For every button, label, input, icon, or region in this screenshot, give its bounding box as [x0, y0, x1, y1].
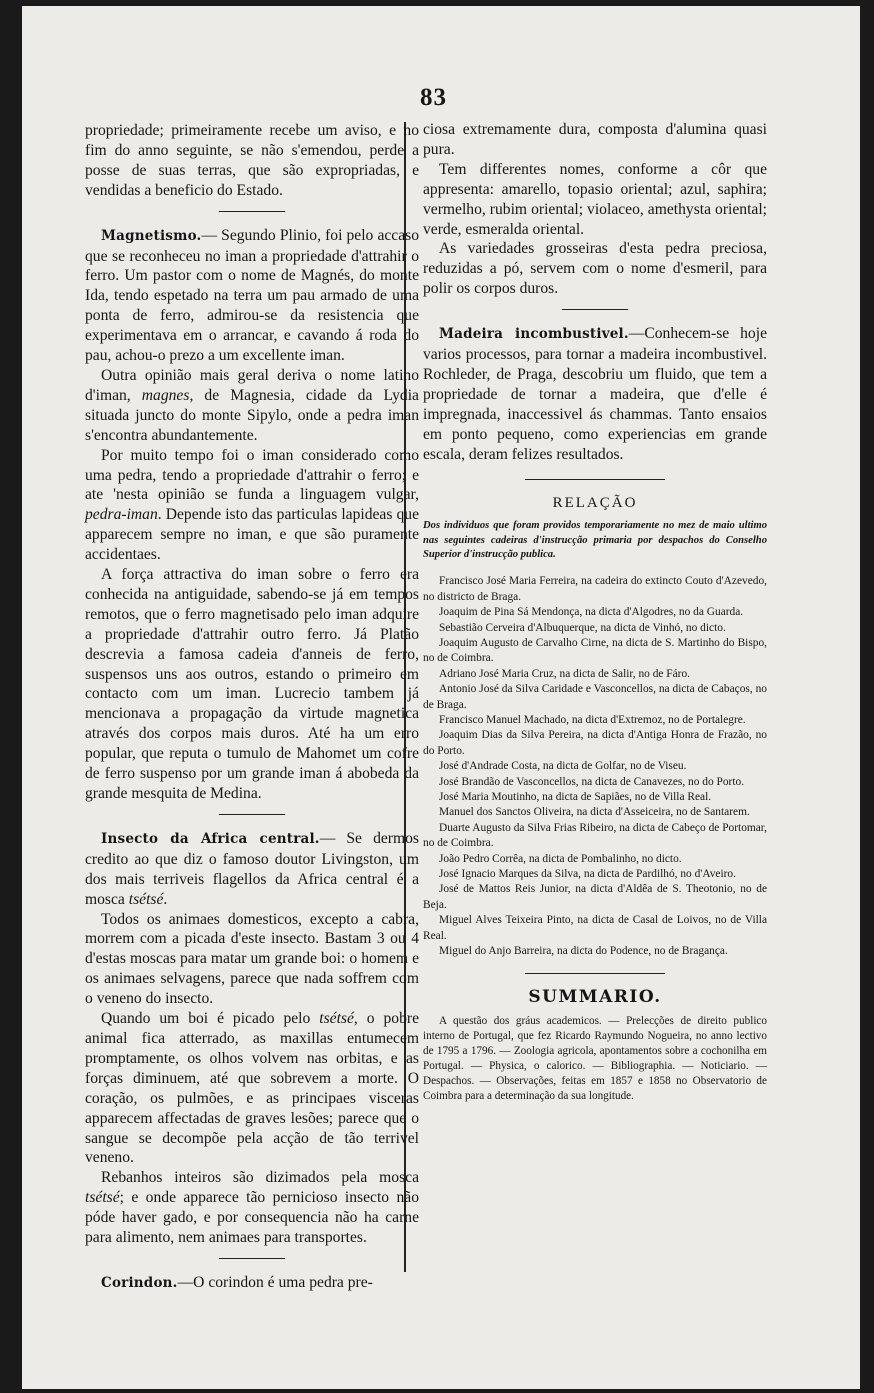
text-run: — Se dermos credito ao que diz o famoso doutor Livingston, um dos mais terriveis flagellos da Africa central é a mosca: [85, 829, 419, 908]
list-item: João Pedro Corrêa, na dicta de Pombalinho, no dicto.: [439, 852, 682, 865]
text-run: Rebanhos inteiros são dizimados pela mosca: [101, 1169, 419, 1187]
section-rule: [525, 973, 665, 974]
article-heading: Madeira incombustivel.: [439, 326, 629, 343]
text-run: ; e onde apparece tão pernicioso insecto não póde haver gado, e por consequencia não ha carne para alimento, nem animaes para transportes.: [85, 1189, 419, 1247]
paragraph: [85, 1168, 419, 1248]
list-item: José Maria Moutinho, na dicta de Sapiães, no de Villa Real.: [439, 790, 712, 803]
left-column: [85, 121, 419, 1294]
article-madeira: [423, 324, 767, 464]
list-item: Joaquim Dias da Silva Pereira, na dicta d'Antiga Honra de Frazão, no do Porto.: [423, 729, 767, 757]
list-item: Joaquim de Pina Sá Mendonça, na dicta d'Algodres, no da Guarda.: [439, 606, 744, 619]
section-rule: [525, 479, 665, 480]
list-item: Sebastião Cerveira d'Albuquerque, na dicta de Vinhó, no dicto.: [439, 621, 726, 634]
article-text: — Segundo Plinio, foi pelo accaso que se reconheceu no iman a propriedade d'attrahir o ferro. Um pastor com o nome de Magnés, do monte Ida, tendo espetado na terra um pau armado de uma ponta de ferro, admirou-se da resistencia que experimentava em o arrancar, e cavando á roda do pau, achou-o prezo a um excellente iman.: [85, 226, 419, 365]
paragraph: [85, 366, 419, 446]
list-item: José Brandão de Vasconcellos, na dicta de Canavezes, no do Porto.: [439, 775, 745, 788]
page-number: 83: [420, 84, 447, 111]
article-insecto: [85, 829, 419, 910]
list-item: Manuel dos Sanctos Oliveira, na dicta d'Asseiceira, no de Santarem.: [439, 806, 750, 819]
italic-term: tsétsé: [319, 1010, 354, 1028]
summary-text: A questão dos gráus academicos. — Prelecções de direito publico interno de Portugal, que fez Ricardo Raymundo Nogueira, no anno lectivo de 1795 a 1796. — Zoologia agricola, apontamentos sobre a cochonilha em Portugal. — Physica, o calorico. — Bibliographia. — Noticiario. — Despachos. — Observações, feitas em 1857 e 1858 no Observatorio de Coimbra para a determinação da sua longitude.: [423, 1015, 767, 1103]
text-run: —O corindon é uma pedra pre-: [177, 1273, 373, 1291]
paragraph: As variedades grosseiras d'esta pedra preciosa, reduzidas a pó, servem com o nome d'esmeril, para polir os corpos duros.: [423, 240, 767, 298]
paragraph: Todos os animaes domesticos, excepto a cabra, morrem com a picada d'este insecto. Bastam 3 ou 4 d'estas moscas para matar um grande boi: o homem e os animaes selvagens, parece que nada soffrem com o veneno do insecto.: [85, 910, 419, 1008]
text-run: Quando um boi é picado pelo: [101, 1010, 320, 1028]
list-item: Joaquim Augusto de Carvalho Cirne, na dicta de S. Martinho do Bispo, no de Coimbra.: [423, 636, 767, 665]
section-rule: [562, 309, 628, 310]
italic-term: magnes: [141, 386, 190, 404]
list-item: Adriano José Maria Cruz, na dicta de Salir, no de Fáro.: [439, 667, 691, 680]
section-rule: [219, 1258, 285, 1259]
text-run: , o pobre animal fica atterrado, as maxillas entumecem promptamente, os olhos volvem nas orbitas, e as forças diminuem, até que sobrevem a morte. O coração, os pulmões, e as principaes visceras apparecem affectadas de graves lesões; parece que o sangue se decompõe pela acção de tão terrivel veneno.: [85, 1010, 420, 1167]
text-run: —Conhecem-se hoje varios processos, para tornar a madeira incombustivel. Rochleder, de Praga, descobriu um fluido, que tem a propriedade de tornar a madeira, que d'elle é impregnada, inaccessivel ás chammas. Tanto ensaios em ponto pequeno, como experiencias em grande escala, deram felizes resultados.: [423, 325, 767, 463]
italic-term: tsétsé: [128, 890, 164, 908]
paragraph: A força attractiva do iman sobre o ferro era conhecida na antiguidade, sabendo-se já em tempos remotos, que o ferro magnetisado pelo iman adquire a propriedade d'attrahir outro ferro. Já Platão descrevia a famosa cadeia d'anneis de ferro, suspensos uns aos outros, estando o primeiro em contacto com um iman. Lucrecio tambem já mencionava a propagação da virtude magnetica através dos corpos mais duros. Até ha um erro popular, que reputa o tumulo de Mahomet um cofre de ferro suspenso por um grande iman á abobeda da grande mesquita de Medina.: [85, 566, 419, 802]
section-rule: [219, 814, 285, 815]
summary-title: SUMMARIO.: [528, 987, 662, 1008]
list-item: José Ignacio Marques da Silva, na dicta de Pardilhó, no d'Aveiro.: [439, 868, 736, 881]
text-run: .: [163, 890, 168, 908]
paragraph: Tem differentes nomes, conforme a côr que appresenta: amarello, topasio oriental; azul, saphira; vermelho, rubim oriental; violaceo, amethysta oriental; verde, esmeralda oriental.: [423, 160, 767, 238]
article-heading: Magnetismo.: [101, 227, 202, 244]
right-column: [423, 120, 767, 1104]
section-rule: [219, 211, 285, 212]
newspaper-page: [22, 6, 860, 1389]
continuation-paragraph: ciosa extremamente dura, composta d'alumina quasi pura.: [423, 121, 767, 158]
list-item: Miguel Alves Teixeira Pinto, na dicta de Casal de Loivos, no de Villa Real.: [423, 914, 767, 942]
list-item: Miguel do Anjo Barreira, na dicta do Podence, no de Bragança.: [439, 945, 728, 958]
article-corindon: [85, 1273, 419, 1294]
relacao-list: [423, 574, 767, 959]
text-run: Outra opinião mais geral deriva o nome latino d'iman,: [85, 366, 419, 404]
text-run: Por muito tempo foi o iman considerado como uma pedra, tendo a propriedade d'attrahir o ferro; e ate 'nesta opinião se funda a linguagem vulgar,: [85, 446, 419, 504]
relacao-intro: Dos individuos que foram providos temporariamente no mez de maio ultimo nas seguintes cadeiras d'instrucção primaria por despachos do Conselho Superior d'instrucção publica.: [423, 520, 767, 560]
list-item: Antonio José da Silva Caridade e Vasconcellos, na dicta de Cabaços, no de Braga.: [423, 683, 767, 711]
paragraph: [85, 1009, 419, 1168]
list-item: Duarte Augusto da Silva Frias Ribeiro, na dicta de Cabeço de Portomar, no de Coimbra.: [423, 821, 767, 850]
article-heading: Corindon.: [101, 1274, 178, 1291]
list-item: Francisco Manuel Machado, na dicta d'Extremoz, no de Portalegre.: [439, 713, 746, 726]
text-run: , de Magnesia, cidade da Lydia situada juncto do monte Sipylo, onde a pedra iman s'encontra abundantemente.: [85, 386, 419, 444]
list-item: José d'Andrade Costa, na dicta de Golfar, no de Viseu.: [439, 760, 687, 773]
list-item: José de Mattos Reis Junior, na dicta d'Aldêa de S. Theotonio, no de Beja.: [423, 883, 767, 911]
italic-term: pedra-iman: [85, 506, 158, 524]
relacao-title: RELAÇÃO: [552, 494, 638, 511]
article-magnetismo: [85, 226, 419, 366]
text-run: . Depende isto das particulas lapideas que apparecem sempre no iman, e que são puramente accidentaes.: [85, 506, 419, 564]
paragraph: [85, 446, 419, 565]
list-item: Francisco José Maria Ferreira, na cadeira do extincto Couto d'Azevedo, no districto de Braga.: [423, 575, 767, 603]
continuation-paragraph: propriedade; primeiramente recebe um aviso, e no fim do anno seguinte, se não s'emendou, perde a posse de suas terras, que são expropriadas, e vendidas a beneficio do Estado.: [85, 122, 419, 199]
italic-term: tsétsé: [85, 1189, 120, 1207]
article-heading: Insecto da Africa central.: [101, 830, 320, 847]
